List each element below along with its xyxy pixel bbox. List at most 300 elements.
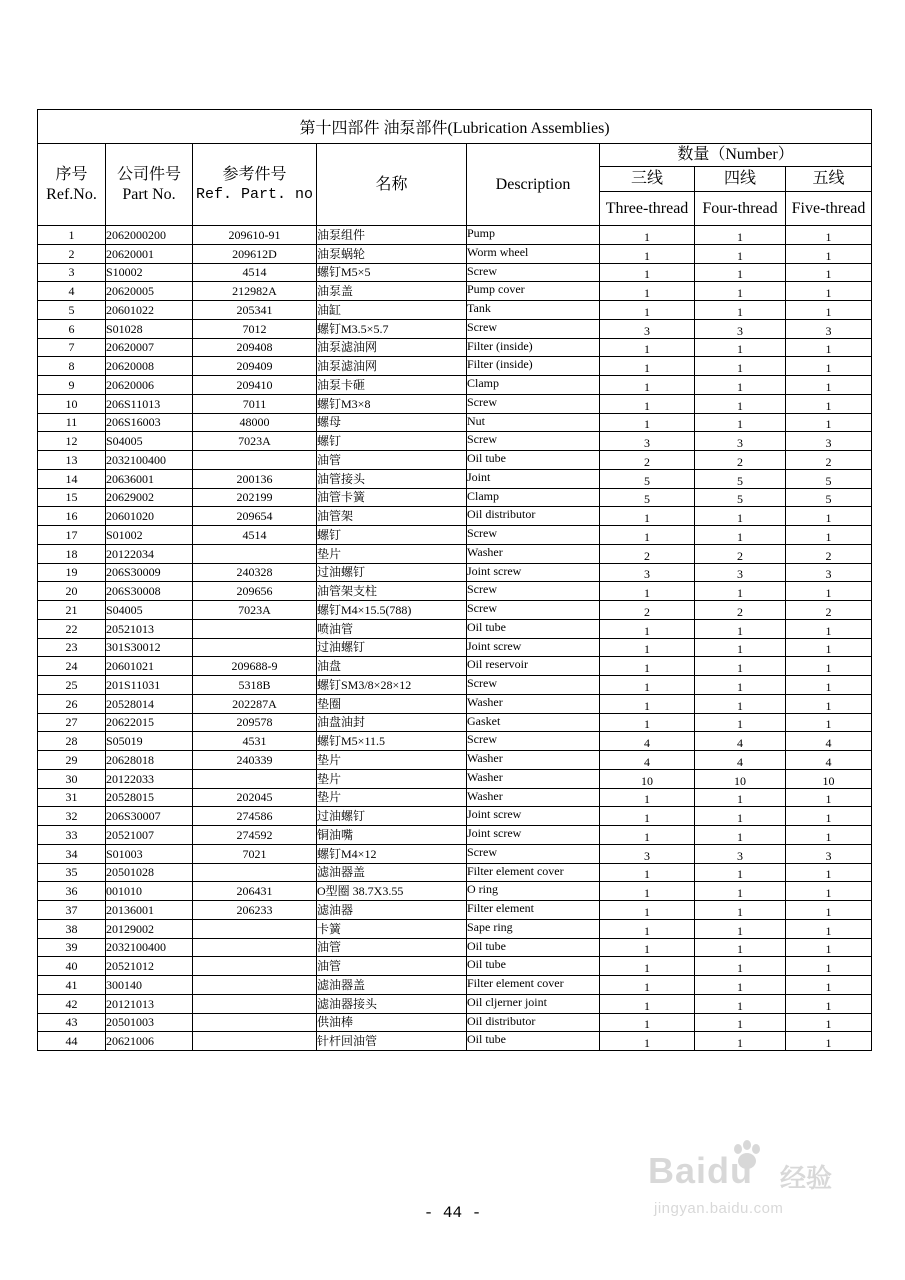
- qty-four-thread-cell: 1: [695, 394, 786, 413]
- description-cell: Screw: [467, 582, 600, 601]
- name-cell: 油管卡簧: [317, 488, 467, 507]
- ref-part-cell: [193, 769, 317, 788]
- ref-no-cell: 9: [38, 376, 106, 395]
- name-cell: 螺钉M3×8: [317, 394, 467, 413]
- part-no-cell: 20521012: [106, 957, 193, 976]
- ref-no-cell: 34: [38, 844, 106, 863]
- table-title: 第十四部件 油泵部件(Lubrication Assemblies): [38, 110, 872, 144]
- qty-four-thread-cell: 1: [695, 807, 786, 826]
- qty-five-thread-cell: 1: [786, 526, 872, 545]
- table-row: [38, 582, 872, 601]
- ref-no-cell: 15: [38, 488, 106, 507]
- table-row: [38, 619, 872, 638]
- qty-five-thread-cell: 3: [786, 563, 872, 582]
- table-row: [38, 713, 872, 732]
- qty-five-thread-cell: 1: [786, 226, 872, 245]
- ref-no-cell: 11: [38, 413, 106, 432]
- parts-table: [37, 109, 872, 1051]
- description-cell: Filter (inside): [467, 338, 600, 357]
- name-cell: 铜油嘴: [317, 826, 467, 845]
- header-ref-part-cn: 参考件号: [222, 165, 287, 183]
- ref-no-cell: 21: [38, 601, 106, 620]
- table-row: [38, 751, 872, 770]
- name-cell: 针杆回油管: [317, 1032, 467, 1051]
- table-row: [38, 638, 872, 657]
- qty-three-thread-cell: 1: [600, 394, 695, 413]
- qty-five-thread-cell: 3: [786, 319, 872, 338]
- qty-five-thread-cell: 1: [786, 788, 872, 807]
- table-row: [38, 657, 872, 676]
- qty-four-thread-cell: 5: [695, 488, 786, 507]
- ref-no-cell: 4: [38, 282, 106, 301]
- part-no-cell: 20501003: [106, 1013, 193, 1032]
- header-ref-part-en: Ref. Part. no: [195, 185, 314, 203]
- table-row: [38, 901, 872, 920]
- ref-part-cell: [193, 638, 317, 657]
- qty-three-thread-cell: 1: [600, 413, 695, 432]
- table-row: [38, 938, 872, 957]
- paw-icon: [730, 1140, 764, 1170]
- part-no-cell: 20620005: [106, 282, 193, 301]
- name-cell: 滤油器: [317, 901, 467, 920]
- ref-no-cell: 28: [38, 732, 106, 751]
- watermark-logo-text: Baidu: [648, 1150, 754, 1191]
- table-body: [38, 226, 872, 1051]
- table-row: [38, 338, 872, 357]
- qty-three-thread-cell: 1: [600, 994, 695, 1013]
- qty-three-thread-cell: 1: [600, 301, 695, 320]
- ref-part-cell: 200136: [193, 469, 317, 488]
- part-no-cell: 301S30012: [106, 638, 193, 657]
- qty-four-thread-cell: 1: [695, 826, 786, 845]
- qty-four-thread-cell: 1: [695, 1013, 786, 1032]
- description-cell: Screw: [467, 319, 600, 338]
- table-row: [38, 563, 872, 582]
- part-no-cell: 20621006: [106, 1032, 193, 1051]
- header-five-en: Five-thread: [786, 192, 872, 226]
- part-no-cell: 20501028: [106, 863, 193, 882]
- description-cell: Screw: [467, 526, 600, 545]
- qty-five-thread-cell: 1: [786, 807, 872, 826]
- description-cell: Oil reservoir: [467, 657, 600, 676]
- qty-three-thread-cell: 1: [600, 226, 695, 245]
- qty-three-thread-cell: 2: [600, 544, 695, 563]
- qty-five-thread-cell: 5: [786, 469, 872, 488]
- qty-four-thread-cell: 1: [695, 1032, 786, 1051]
- qty-three-thread-cell: 2: [600, 601, 695, 620]
- table-row: [38, 863, 872, 882]
- header-three-cn: 三线: [600, 167, 695, 192]
- header-ref-no: [38, 144, 106, 226]
- description-cell: Oil cljerner joint: [467, 994, 600, 1013]
- ref-no-cell: 18: [38, 544, 106, 563]
- ref-no-cell: 27: [38, 713, 106, 732]
- header-description: Description: [467, 144, 600, 226]
- table-row: [38, 451, 872, 470]
- qty-three-thread-cell: 1: [600, 826, 695, 845]
- table-row: [38, 826, 872, 845]
- part-no-cell: 20528015: [106, 788, 193, 807]
- qty-five-thread-cell: 1: [786, 357, 872, 376]
- ref-no-cell: 12: [38, 432, 106, 451]
- ref-no-cell: 19: [38, 563, 106, 582]
- description-cell: Joint screw: [467, 807, 600, 826]
- table-row: [38, 844, 872, 863]
- ref-no-cell: 35: [38, 863, 106, 882]
- qty-four-thread-cell: 2: [695, 451, 786, 470]
- name-cell: 螺钉: [317, 526, 467, 545]
- qty-five-thread-cell: 1: [786, 582, 872, 601]
- ref-part-cell: 209578: [193, 713, 317, 732]
- qty-four-thread-cell: 1: [695, 619, 786, 638]
- part-no-cell: 206S30009: [106, 563, 193, 582]
- description-cell: Screw: [467, 732, 600, 751]
- part-no-cell: 20122033: [106, 769, 193, 788]
- name-cell: 过油螺钉: [317, 638, 467, 657]
- table-row: [38, 732, 872, 751]
- ref-part-cell: 209410: [193, 376, 317, 395]
- description-cell: Filter element cover: [467, 863, 600, 882]
- qty-five-thread-cell: 1: [786, 826, 872, 845]
- description-cell: Washer: [467, 694, 600, 713]
- description-cell: Filter element: [467, 901, 600, 920]
- qty-four-thread-cell: 10: [695, 769, 786, 788]
- table-row: [38, 807, 872, 826]
- table-row: [38, 432, 872, 451]
- qty-five-thread-cell: 1: [786, 619, 872, 638]
- qty-four-thread-cell: 1: [695, 863, 786, 882]
- description-cell: O ring: [467, 882, 600, 901]
- description-cell: Screw: [467, 263, 600, 282]
- part-no-cell: S01002: [106, 526, 193, 545]
- qty-four-thread-cell: 2: [695, 544, 786, 563]
- ref-part-cell: 240339: [193, 751, 317, 770]
- table-row: [38, 244, 872, 263]
- qty-five-thread-cell: 1: [786, 713, 872, 732]
- header-five-cn: 五线: [786, 167, 872, 192]
- qty-four-thread-cell: 3: [695, 844, 786, 863]
- qty-three-thread-cell: 1: [600, 507, 695, 526]
- ref-part-cell: 7021: [193, 844, 317, 863]
- table-row: [38, 601, 872, 620]
- ref-no-cell: 38: [38, 919, 106, 938]
- qty-three-thread-cell: 1: [600, 938, 695, 957]
- qty-three-thread-cell: 4: [600, 732, 695, 751]
- name-cell: 油管: [317, 957, 467, 976]
- qty-three-thread-cell: 4: [600, 751, 695, 770]
- ref-no-cell: 23: [38, 638, 106, 657]
- name-cell: 油盘: [317, 657, 467, 676]
- ref-part-cell: [193, 994, 317, 1013]
- qty-four-thread-cell: 1: [695, 713, 786, 732]
- name-cell: 垫圈: [317, 694, 467, 713]
- part-no-cell: S05019: [106, 732, 193, 751]
- description-cell: Pump cover: [467, 282, 600, 301]
- ref-no-cell: 3: [38, 263, 106, 282]
- table-row: [38, 413, 872, 432]
- qty-four-thread-cell: 1: [695, 507, 786, 526]
- ref-part-cell: 7023A: [193, 601, 317, 620]
- header-four-cn: 四线: [695, 167, 786, 192]
- qty-three-thread-cell: 1: [600, 619, 695, 638]
- ref-part-cell: 274586: [193, 807, 317, 826]
- qty-four-thread-cell: 1: [695, 901, 786, 920]
- qty-five-thread-cell: 1: [786, 957, 872, 976]
- description-cell: Washer: [467, 788, 600, 807]
- qty-three-thread-cell: 1: [600, 657, 695, 676]
- qty-four-thread-cell: 3: [695, 319, 786, 338]
- header-four-en: Four-thread: [695, 192, 786, 226]
- part-no-cell: 20601022: [106, 301, 193, 320]
- ref-part-cell: 202045: [193, 788, 317, 807]
- part-no-cell: 20521007: [106, 826, 193, 845]
- ref-part-cell: 209409: [193, 357, 317, 376]
- qty-five-thread-cell: 1: [786, 994, 872, 1013]
- qty-four-thread-cell: 3: [695, 432, 786, 451]
- ref-part-cell: [193, 919, 317, 938]
- qty-five-thread-cell: 1: [786, 338, 872, 357]
- part-no-cell: S01028: [106, 319, 193, 338]
- name-cell: 油管: [317, 938, 467, 957]
- qty-four-thread-cell: 3: [695, 563, 786, 582]
- description-cell: Screw: [467, 394, 600, 413]
- qty-five-thread-cell: 1: [786, 901, 872, 920]
- table-row: [38, 488, 872, 507]
- ref-part-cell: 4514: [193, 526, 317, 545]
- name-cell: 垫片: [317, 769, 467, 788]
- qty-three-thread-cell: 3: [600, 432, 695, 451]
- qty-five-thread-cell: 1: [786, 882, 872, 901]
- name-cell: O型圈 38.7X3.55: [317, 882, 467, 901]
- qty-five-thread-cell: 1: [786, 376, 872, 395]
- table-row: [38, 976, 872, 995]
- qty-five-thread-cell: 1: [786, 394, 872, 413]
- part-no-cell: 20620008: [106, 357, 193, 376]
- part-no-cell: 20628018: [106, 751, 193, 770]
- qty-four-thread-cell: 5: [695, 469, 786, 488]
- description-cell: Screw: [467, 676, 600, 695]
- qty-four-thread-cell: 1: [695, 226, 786, 245]
- part-no-cell: 206S30007: [106, 807, 193, 826]
- ref-no-cell: 37: [38, 901, 106, 920]
- ref-part-cell: 202287A: [193, 694, 317, 713]
- description-cell: Washer: [467, 751, 600, 770]
- qty-five-thread-cell: 1: [786, 301, 872, 320]
- qty-five-thread-cell: 1: [786, 976, 872, 995]
- qty-five-thread-cell: 1: [786, 282, 872, 301]
- description-cell: Joint screw: [467, 638, 600, 657]
- ref-part-cell: 209610-91: [193, 226, 317, 245]
- qty-three-thread-cell: 1: [600, 582, 695, 601]
- ref-part-cell: 240328: [193, 563, 317, 582]
- qty-four-thread-cell: 1: [695, 882, 786, 901]
- table-row: [38, 469, 872, 488]
- header-name: 名称: [317, 144, 467, 226]
- name-cell: 垫片: [317, 751, 467, 770]
- name-cell: 油管架: [317, 507, 467, 526]
- ref-no-cell: 42: [38, 994, 106, 1013]
- ref-part-cell: 4531: [193, 732, 317, 751]
- ref-no-cell: 22: [38, 619, 106, 638]
- qty-four-thread-cell: 1: [695, 376, 786, 395]
- header-part-no-en: Part No.: [122, 185, 176, 203]
- ref-part-cell: [193, 544, 317, 563]
- qty-five-thread-cell: 2: [786, 544, 872, 563]
- description-cell: Clamp: [467, 376, 600, 395]
- qty-four-thread-cell: 1: [695, 994, 786, 1013]
- description-cell: Screw: [467, 601, 600, 620]
- table-row: [38, 788, 872, 807]
- ref-part-cell: 5318B: [193, 676, 317, 695]
- part-no-cell: S01003: [106, 844, 193, 863]
- ref-no-cell: 43: [38, 1013, 106, 1032]
- qty-five-thread-cell: 10: [786, 769, 872, 788]
- ref-part-cell: [193, 1013, 317, 1032]
- qty-three-thread-cell: 1: [600, 376, 695, 395]
- page-number: - 44 -: [423, 1204, 482, 1222]
- table-row: [38, 769, 872, 788]
- part-no-cell: 20136001: [106, 901, 193, 920]
- qty-three-thread-cell: 3: [600, 844, 695, 863]
- name-cell: 滤油器接头: [317, 994, 467, 1013]
- ref-part-cell: [193, 957, 317, 976]
- ref-part-cell: 206431: [193, 882, 317, 901]
- qty-three-thread-cell: 1: [600, 638, 695, 657]
- ref-part-cell: [193, 451, 317, 470]
- name-cell: 螺钉M4×12: [317, 844, 467, 863]
- part-no-cell: 2032100400: [106, 938, 193, 957]
- qty-five-thread-cell: 1: [786, 919, 872, 938]
- header-part-no: [106, 144, 193, 226]
- qty-five-thread-cell: 1: [786, 694, 872, 713]
- qty-four-thread-cell: 4: [695, 732, 786, 751]
- qty-four-thread-cell: 1: [695, 694, 786, 713]
- ref-no-cell: 41: [38, 976, 106, 995]
- qty-five-thread-cell: 1: [786, 676, 872, 695]
- part-no-cell: S04005: [106, 432, 193, 451]
- name-cell: 油管: [317, 451, 467, 470]
- description-cell: Clamp: [467, 488, 600, 507]
- ref-part-cell: [193, 619, 317, 638]
- qty-three-thread-cell: 1: [600, 919, 695, 938]
- qty-four-thread-cell: 1: [695, 357, 786, 376]
- qty-five-thread-cell: 1: [786, 413, 872, 432]
- ref-part-cell: 209656: [193, 582, 317, 601]
- ref-part-cell: [193, 1032, 317, 1051]
- part-no-cell: 001010: [106, 882, 193, 901]
- qty-three-thread-cell: 1: [600, 244, 695, 263]
- description-cell: Washer: [467, 544, 600, 563]
- ref-no-cell: 36: [38, 882, 106, 901]
- ref-part-cell: 209408: [193, 338, 317, 357]
- ref-part-cell: 7023A: [193, 432, 317, 451]
- qty-four-thread-cell: 1: [695, 413, 786, 432]
- name-cell: 垫片: [317, 544, 467, 563]
- qty-five-thread-cell: 1: [786, 1032, 872, 1051]
- ref-no-cell: 33: [38, 826, 106, 845]
- qty-five-thread-cell: 2: [786, 451, 872, 470]
- table-row: [38, 1013, 872, 1032]
- qty-three-thread-cell: 1: [600, 526, 695, 545]
- description-cell: Tank: [467, 301, 600, 320]
- part-no-cell: S04005: [106, 601, 193, 620]
- qty-three-thread-cell: 5: [600, 488, 695, 507]
- ref-no-cell: 24: [38, 657, 106, 676]
- name-cell: 油泵滤油网: [317, 357, 467, 376]
- name-cell: 螺母: [317, 413, 467, 432]
- ref-part-cell: 202199: [193, 488, 317, 507]
- description-cell: Joint screw: [467, 563, 600, 582]
- qty-five-thread-cell: 4: [786, 751, 872, 770]
- qty-four-thread-cell: 1: [695, 244, 786, 263]
- part-no-cell: 2032100400: [106, 451, 193, 470]
- name-cell: 螺钉M5×5: [317, 263, 467, 282]
- qty-three-thread-cell: 1: [600, 1013, 695, 1032]
- qty-three-thread-cell: 1: [600, 263, 695, 282]
- qty-five-thread-cell: 1: [786, 863, 872, 882]
- watermark-url: jingyan.baidu.com: [654, 1200, 784, 1217]
- ref-part-cell: [193, 863, 317, 882]
- name-cell: 螺钉SM3/8×28×12: [317, 676, 467, 695]
- qty-four-thread-cell: 1: [695, 582, 786, 601]
- description-cell: Joint screw: [467, 826, 600, 845]
- ref-part-cell: 7011: [193, 394, 317, 413]
- name-cell: 油泵盖: [317, 282, 467, 301]
- ref-part-cell: 205341: [193, 301, 317, 320]
- ref-part-cell: 4514: [193, 263, 317, 282]
- table-row: [38, 301, 872, 320]
- qty-four-thread-cell: 1: [695, 526, 786, 545]
- ref-part-cell: 274592: [193, 826, 317, 845]
- ref-no-cell: 7: [38, 338, 106, 357]
- description-cell: Screw: [467, 844, 600, 863]
- name-cell: 滤油器盖: [317, 976, 467, 995]
- part-no-cell: 20601021: [106, 657, 193, 676]
- description-cell: Gasket: [467, 713, 600, 732]
- header-ref-part: [193, 144, 317, 226]
- description-cell: Oil distributor: [467, 1013, 600, 1032]
- qty-three-thread-cell: 1: [600, 863, 695, 882]
- description-cell: Joint: [467, 469, 600, 488]
- ref-no-cell: 13: [38, 451, 106, 470]
- description-cell: Oil distributor: [467, 507, 600, 526]
- qty-three-thread-cell: 3: [600, 319, 695, 338]
- qty-three-thread-cell: 1: [600, 976, 695, 995]
- ref-no-cell: 17: [38, 526, 106, 545]
- description-cell: Washer: [467, 769, 600, 788]
- table-row: [38, 544, 872, 563]
- part-no-cell: 206S16003: [106, 413, 193, 432]
- ref-no-cell: 2: [38, 244, 106, 263]
- ref-no-cell: 25: [38, 676, 106, 695]
- name-cell: 过油螺钉: [317, 807, 467, 826]
- name-cell: 滤油器盖: [317, 863, 467, 882]
- part-no-cell: 20636001: [106, 469, 193, 488]
- qty-four-thread-cell: 1: [695, 263, 786, 282]
- part-no-cell: 20620006: [106, 376, 193, 395]
- name-cell: 螺钉M4×15.5(788): [317, 601, 467, 620]
- qty-five-thread-cell: 1: [786, 938, 872, 957]
- qty-three-thread-cell: 2: [600, 451, 695, 470]
- table-row: [38, 957, 872, 976]
- ref-no-cell: 32: [38, 807, 106, 826]
- ref-no-cell: 10: [38, 394, 106, 413]
- ref-part-cell: [193, 976, 317, 995]
- description-cell: Screw: [467, 432, 600, 451]
- qty-three-thread-cell: 1: [600, 1032, 695, 1051]
- watermark: [640, 1140, 860, 1230]
- name-cell: 螺钉M5×11.5: [317, 732, 467, 751]
